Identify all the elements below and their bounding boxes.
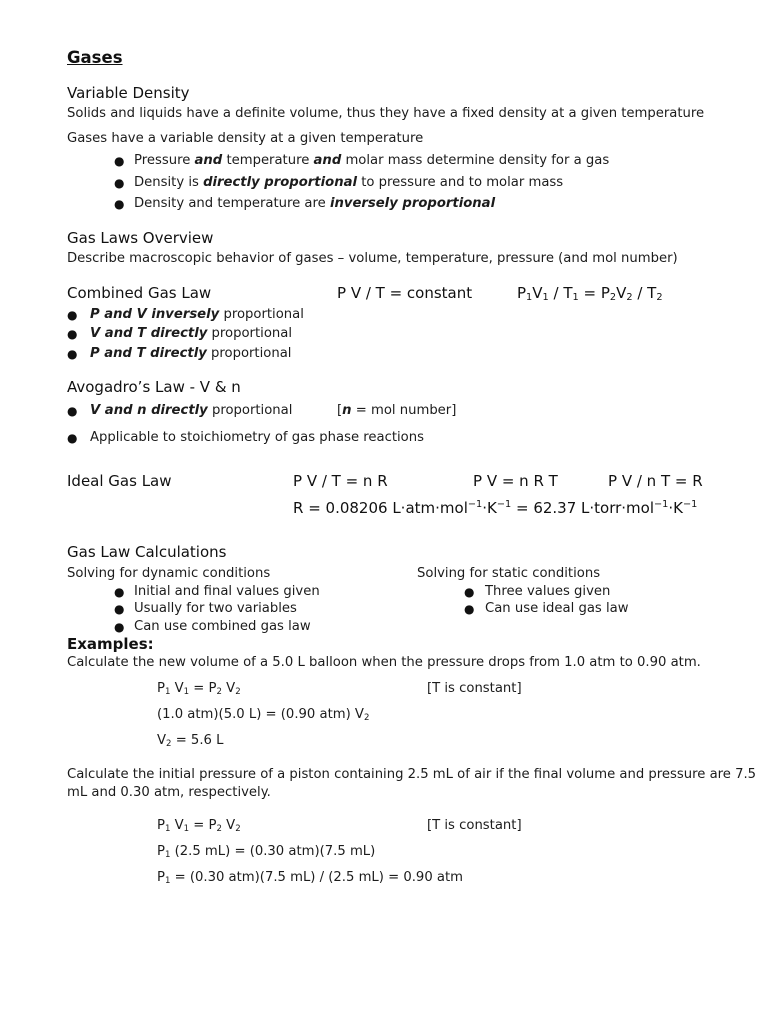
combined-bullet-3: P and T directly proportional xyxy=(90,346,292,361)
example-2-question-line-2: mL and 0.30 atm, respectively. xyxy=(67,785,271,800)
ideal-equation-3: P V / n T = R xyxy=(608,472,703,490)
calc-heading: Gas Law Calculations xyxy=(67,543,227,561)
combined-bullet-1: P and V inversely proportional xyxy=(90,307,304,322)
variable-density-heading: Variable Density xyxy=(67,84,190,102)
static-bullet-2: Can use ideal gas law xyxy=(485,601,629,616)
example-1-step-3: $V_2 = 5.6$ L xyxy=(157,733,224,749)
static-heading: Solving for static conditions xyxy=(417,566,601,581)
combined-heading: Combined Gas Law xyxy=(67,284,212,302)
bullet-icon: ● xyxy=(67,404,78,418)
examples-heading: Examples: xyxy=(67,635,154,653)
bullet-icon: ● xyxy=(67,347,78,361)
example-2-t-constant: [T is constant] xyxy=(427,818,522,833)
mol-number-note: [n = mol number] xyxy=(337,403,457,418)
density-bullet-1: Pressure and temperature and molar mass determine density for a gas xyxy=(134,153,610,168)
example-2-step-1: $P_1$ $V_1 = P_2$ $V_2$ xyxy=(157,818,241,834)
combined-equation: P V / T = constant xyxy=(337,284,473,302)
dynamic-bullet-2: Usually for two variables xyxy=(134,601,297,616)
bullet-icon: ● xyxy=(67,327,78,341)
dynamic-heading: Solving for dynamic conditions xyxy=(67,566,271,581)
bullet-icon: ● xyxy=(114,585,125,599)
bullet-icon: ● xyxy=(114,197,125,211)
overview-text: Describe macroscopic behavior of gases – volume, temperature, pressure (and mol number) xyxy=(67,251,678,266)
bullet-icon: ● xyxy=(114,620,125,634)
density-bullet-2: Density is directly proportional to pressure and to molar mass xyxy=(134,175,564,190)
combined-bullet-2: V and T directly proportional xyxy=(90,326,292,341)
ideal-equation-1: P V / T = n R xyxy=(293,472,388,490)
ideal-equation-2: P V = n R T xyxy=(473,472,558,490)
avogadro-heading: Avogadro’s Law - V & n xyxy=(67,378,241,396)
example-1-step-1: $P_1$ $V_1 = P_2$ $V_2$ xyxy=(157,681,241,697)
bullet-icon: ● xyxy=(114,602,125,616)
variable-density-line2: Gases have a variable density at a given temperature xyxy=(67,131,424,146)
dynamic-bullet-1: Initial and final values given xyxy=(134,584,320,599)
example-2-step-2: $P_1$ (2.5 mL) = (0.30 atm)(7.5 mL) xyxy=(157,844,376,860)
example-1-question: Calculate the new volume of a 5.0 L balloon when the pressure drops from 1.0 atm to 0.90 atm. xyxy=(67,655,701,670)
example-2-step-3: $P_1 = (0.30$ atm)(7.5 mL) / (2.5 mL) = 0.90 atm xyxy=(157,870,464,886)
ideal-heading: Ideal Gas Law xyxy=(67,472,172,490)
bullet-icon: ● xyxy=(114,154,125,168)
combined-ratio-equation: $P_1V_1 / T_1 = P_2V_2 / T_2$ xyxy=(517,284,663,303)
overview-heading: Gas Laws Overview xyxy=(67,229,214,247)
avogadro-bullet-1: V and n directly proportional xyxy=(90,403,293,418)
static-bullet-1: Three values given xyxy=(485,584,611,599)
dynamic-bullet-3: Can use combined gas law xyxy=(134,619,311,634)
gas-constant: R = 0.08206 $L\cdot atm\cdot mol^{-1}\cdot K^{-1} = 62.37$ $L\cdot torr\cdot mol^{-1}\cdot K^{-1}$ xyxy=(293,499,698,517)
variable-density-line1: Solids and liquids have a definite volume, thus they have a fixed density at a given temperature xyxy=(67,106,705,121)
bullet-icon: ● xyxy=(67,308,78,322)
bullet-icon: ● xyxy=(464,585,475,599)
bullet-icon: ● xyxy=(464,602,475,616)
page-title: Gases xyxy=(67,48,123,67)
bullet-icon: ● xyxy=(114,176,125,190)
example-1-step-2: (1.0 atm)(5.0 L) = (0.90 atm) $V_2$ xyxy=(157,707,370,723)
avogadro-bullet-2: Applicable to stoichiometry of gas phase reactions xyxy=(90,430,424,445)
example-2-question-line-1: Calculate the initial pressure of a piston containing 2.5 mL of air if the final volume and pressure are 7.5 xyxy=(67,767,757,782)
density-bullet-3: Density and temperature are inversely proportional xyxy=(134,196,496,211)
example-1-t-constant: [T is constant] xyxy=(427,681,522,696)
bullet-icon: ● xyxy=(67,431,78,445)
